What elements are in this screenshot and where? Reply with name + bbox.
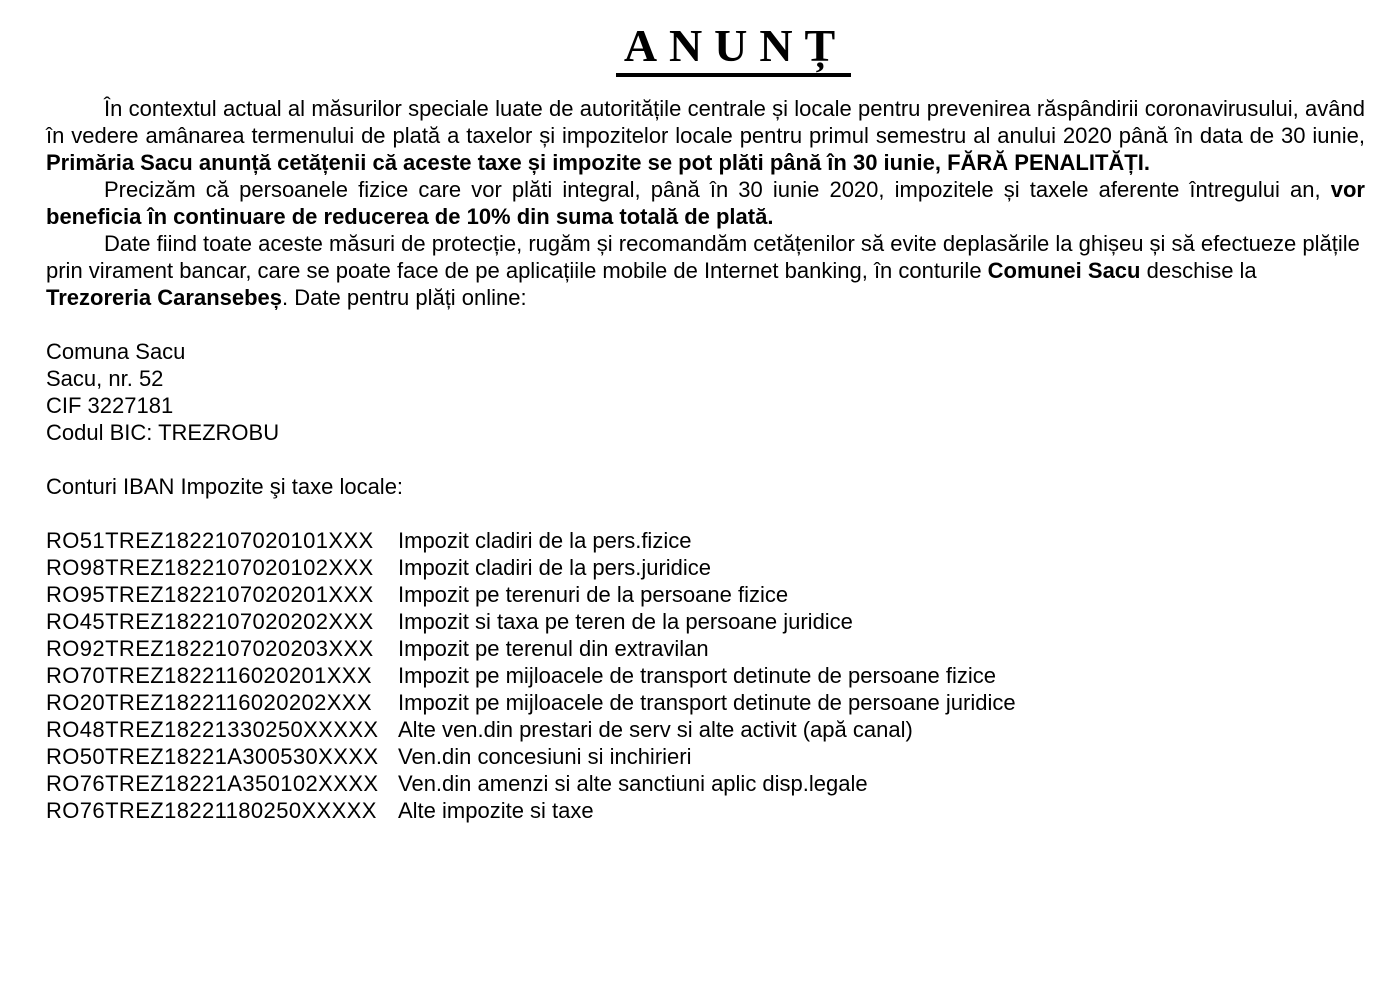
iban-list	[46, 527, 1365, 824]
iban-description: Impozit pe mijloacele de transport detinute de persoane fizice	[398, 663, 997, 688]
paragraph-payment-advice	[46, 230, 1365, 311]
spacer	[46, 311, 1365, 338]
contact-address: Sacu, nr. 52	[46, 366, 164, 391]
iban-account: RO48TREZ18221330250XXXXX	[46, 717, 379, 742]
contact-bic-code: Codul BIC: TREZROBU	[46, 420, 280, 445]
iban-account: RO98TREZ1822107020102XXX	[46, 555, 374, 580]
iban-row	[46, 716, 1365, 743]
contact-cif: CIF 3227181	[46, 393, 174, 418]
iban-row	[46, 554, 1365, 581]
spacer	[46, 446, 1365, 473]
iban-row	[46, 635, 1365, 662]
contact-commune-name: Comuna Sacu	[46, 339, 186, 364]
iban-row	[46, 689, 1365, 716]
contact-block	[46, 338, 1365, 446]
iban-account: RO45TREZ1822107020202XXX	[46, 609, 374, 634]
iban-account: RO76TREZ18221180250XXXXX	[46, 798, 377, 823]
iban-row	[46, 608, 1365, 635]
iban-description: Impozit cladiri de la pers.fizice	[398, 528, 692, 553]
iban-row	[46, 662, 1365, 689]
iban-description: Impozit pe terenuri de la persoane fizice	[398, 582, 789, 607]
iban-row	[46, 527, 1365, 554]
title-container	[74, 22, 1393, 77]
iban-description: Alte ven.din prestari de serv si alte activit (apă canal)	[398, 717, 913, 742]
iban-description: Impozit pe terenul din extravilan	[398, 636, 709, 661]
paragraph-intro-text: În contextul actual al măsurilor speciale luate de autoritățile centrale și locale pentru prevenirea răspândirii coronavirusului, având în vedere amânarea termenului de plată a taxelor și impozitelor locale pentru primul semestru al anului 2020 până în data de 30 iunie,	[46, 96, 1365, 148]
paragraph-payment-bold-treasury: Trezoreria Caransebeș	[46, 285, 283, 310]
paragraph-intro	[46, 95, 1365, 176]
iban-row	[46, 743, 1365, 770]
iban-account: RO50TREZ18221A300530XXXX	[46, 744, 379, 769]
iban-description: Impozit cladiri de la pers.juridice	[398, 555, 712, 580]
iban-account: RO20TREZ1822116020202XXX	[46, 690, 372, 715]
iban-row	[46, 581, 1365, 608]
document-title: ANUNȚ	[616, 22, 851, 77]
paragraph-payment-text-2: deschise la	[1140, 258, 1257, 283]
iban-description: Ven.din concesiuni si inchirieri	[398, 744, 692, 769]
iban-account: RO51TREZ1822107020101XXX	[46, 528, 374, 553]
paragraph-discount-text: Precizăm că persoanele fizice care vor plăti integral, până în 30 iunie 2020, impozitele și taxele aferente întregului an,	[104, 177, 1331, 202]
iban-row	[46, 797, 1365, 824]
paragraph-intro-bold-announcement: Primăria Sacu anunță cetățenii că aceste taxe și impozite se pot plăti până în 30 iunie, FĂRĂ PENALITĂȚI.	[46, 150, 1150, 175]
iban-account: RO70TREZ1822116020201XXX	[46, 663, 372, 688]
iban-description: Alte impozite si taxe	[398, 798, 594, 823]
iban-description: Ven.din amenzi si alte sanctiuni aplic disp.legale	[398, 771, 868, 796]
iban-account: RO76TREZ18221A350102XXXX	[46, 771, 379, 796]
paragraph-discount	[46, 176, 1365, 230]
iban-description: Impozit pe mijloacele de transport detinute de persoane juridice	[398, 690, 1016, 715]
iban-row	[46, 770, 1365, 797]
paragraph-payment-text-1: Date fiind toate aceste măsuri de protecție, rugăm și recomandăm cetățenilor să evite deplasările la ghișeu și să efectueze plățile prin virament bancar, care se poate face de pe aplicațiile mobile de Internet banking, în conturile	[46, 231, 1360, 283]
paragraph-payment-text-3: . Date pentru plăți online:	[282, 285, 527, 310]
iban-account: RO92TREZ1822107020203XXX	[46, 636, 374, 661]
iban-section-heading: Conturi IBAN Impozite şi taxe locale:	[46, 474, 404, 499]
iban-description: Impozit si taxa pe teren de la persoane juridice	[398, 609, 853, 634]
paragraph-payment-bold-commune: Comunei Sacu	[987, 258, 1141, 283]
paragraph-discount-bold: vor beneficia în continuare de reducerea de 10% din suma totală de plată.	[46, 177, 1365, 229]
iban-account: RO95TREZ1822107020201XXX	[46, 582, 374, 607]
